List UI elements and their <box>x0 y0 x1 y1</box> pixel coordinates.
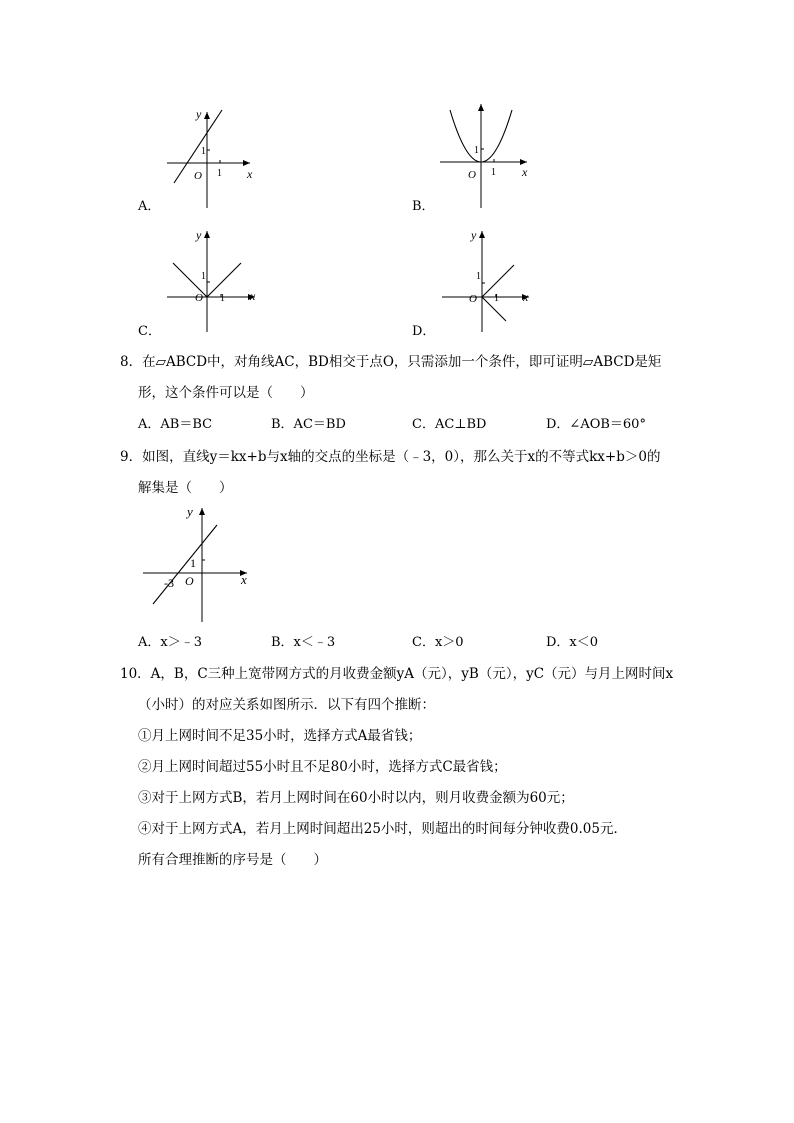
tick-label-y: 1 <box>201 146 206 157</box>
q10-line1: 10．A，B，C三种上宽带网方式的月收费金额yA（元），yB（元），yC（元）与月上网时间x <box>120 666 674 682</box>
q9-option-d: D．x＜0 <box>546 635 599 650</box>
tick-label-x: 1 <box>220 293 225 304</box>
y-axis-arrow <box>204 112 210 119</box>
q9-line1: 9．如图，直线y＝kx+b与x轴的交点的坐标是（﹣3，0），那么关于x的不等式kx+b＞0的 <box>120 449 661 465</box>
origin-label: O <box>195 292 203 304</box>
y-label: y <box>196 228 202 242</box>
q8-option-b: B．AC＝BD <box>271 417 346 432</box>
q8-option-c: C．AC⊥BD <box>412 417 487 432</box>
q10-item3: ③对于上网方式B，若月上网时间在60小时以内，则月收费金额为60元； <box>138 790 574 806</box>
y-axis-arrow <box>204 231 210 238</box>
tick-label-x: 1 <box>494 293 499 304</box>
q9-option-b: B．x＜﹣3 <box>271 635 336 650</box>
tick-label-y: 1 <box>190 556 196 570</box>
option-d-label: D． <box>412 324 436 339</box>
tick-label-y: 1 <box>476 271 481 282</box>
graph-d <box>430 225 550 335</box>
tick-label-neg3: -3 <box>164 576 174 590</box>
graph-b <box>430 100 550 210</box>
x-label: x <box>250 289 256 303</box>
option-a-label: A． <box>138 199 161 214</box>
y-label: y <box>187 504 193 519</box>
tick-label-y: 1 <box>474 145 479 156</box>
origin-label: O <box>194 170 202 182</box>
origin-label: O <box>469 293 477 305</box>
tick-label-x: 1 <box>491 167 496 178</box>
x-label: x <box>241 572 247 587</box>
q10-item1: ①月上网时间不足35小时，选择方式A最省钱； <box>138 728 422 744</box>
origin-label: O <box>468 169 476 181</box>
q8-line1: 8．在▱ABCD中，对角线AC，BD相交于点O，只需添加一个条件，即可证明▱ABCD是矩 <box>120 354 662 370</box>
x-label: x <box>247 167 253 181</box>
q8-line2: 形，这个条件可以是（ ） <box>138 385 314 401</box>
y-axis-arrow <box>479 231 485 238</box>
x-axis-arrow <box>243 160 250 166</box>
origin-label: O <box>185 574 194 588</box>
tick-label-x: 1 <box>217 168 222 179</box>
tick-label-y: 1 <box>201 271 206 282</box>
q10-item2: ②月上网时间超过55小时且不足80小时，选择方式C最省钱； <box>138 759 507 775</box>
option-b-label: B． <box>412 199 435 214</box>
y-label: y <box>471 228 477 242</box>
graph-line <box>153 525 217 604</box>
graph-a <box>150 100 270 210</box>
q9-option-c: C．x＞0 <box>412 635 464 650</box>
x-label: x <box>523 290 529 304</box>
q9-line2: 解集是（ ） <box>138 480 233 496</box>
q10-line2: （小时）的对应关系如图所示．以下有四个推断： <box>138 697 435 713</box>
y-label: y <box>196 107 202 121</box>
x-label: x <box>522 165 528 179</box>
q8-option-a: A．AB＝BC <box>138 417 213 432</box>
q10-question: 所有合理推断的序号是（ ） <box>138 852 327 868</box>
y-axis-arrow <box>199 508 205 515</box>
option-c-label: C． <box>138 324 161 339</box>
q9-option-a: A．x＞﹣3 <box>138 635 202 650</box>
q9-figure <box>135 500 260 625</box>
q8-option-d: D．∠AOB＝60° <box>546 417 646 432</box>
graph-c <box>155 225 275 335</box>
q10-item4: ④对于上网方式A，若月上网时间超出25小时，则超出的时间每分钟收费0.05元． <box>138 821 627 837</box>
y-axis-arrow <box>478 104 484 111</box>
